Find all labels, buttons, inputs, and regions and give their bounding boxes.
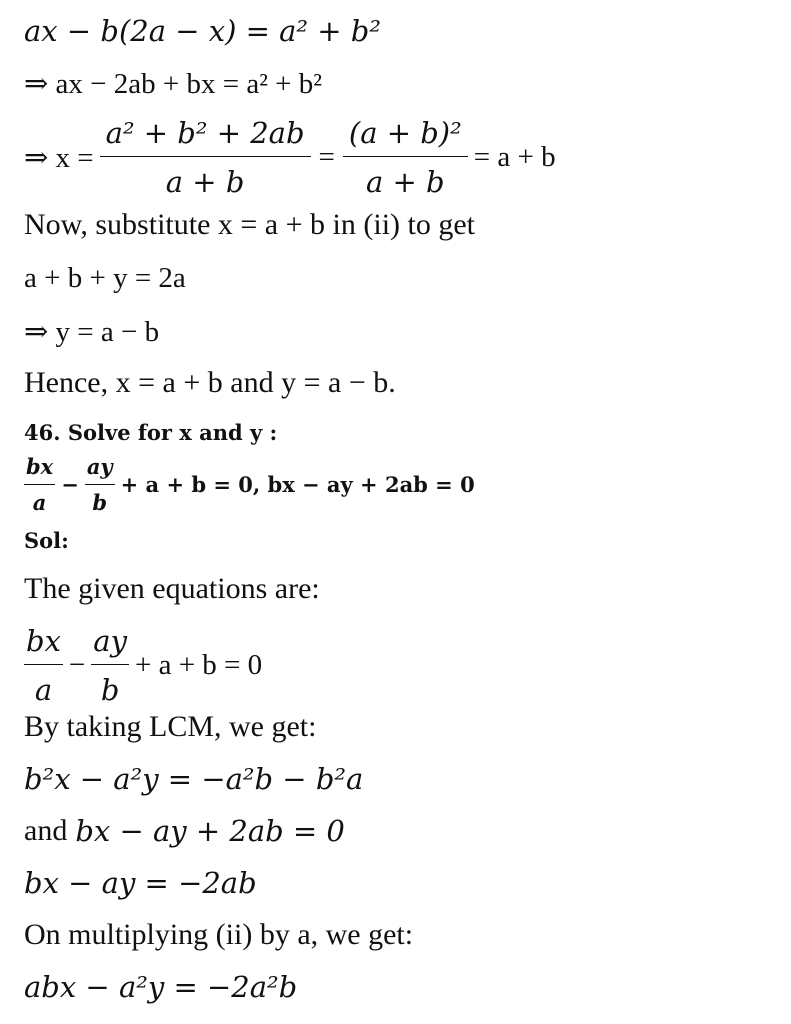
question-heading (24, 420, 277, 445)
paragraph-text: By taking LCM, we get: (24, 710, 317, 743)
equation-suffix: = a + b (473, 141, 556, 174)
equation-text: a + b + y = 2a (24, 262, 186, 294)
equation-prefix: ⇒ x = (24, 142, 94, 175)
question-equation (24, 454, 475, 515)
paragraph-text: The given equations are: (24, 572, 320, 605)
equation-text: ⇒ y = a − b (24, 316, 160, 348)
equation-line (24, 970, 297, 1004)
fraction-numerator: ay (86, 454, 113, 479)
text-line (24, 918, 413, 952)
paragraph-text: On multiplying (ii) by a, we get: (24, 918, 414, 951)
fraction-bar (24, 484, 55, 485)
fraction-denominator: a + b (366, 165, 445, 200)
fraction-numerator: bx (26, 624, 61, 658)
equation-rest: + a + b = 0 (134, 649, 263, 682)
minus-sign: − (61, 472, 79, 498)
fraction-numerator: (a + b)² (348, 116, 462, 150)
text-line (24, 572, 320, 606)
equation-text: bx − ay + 2ab = 0 (75, 814, 345, 848)
text-line (24, 208, 475, 242)
equation-line (24, 262, 186, 295)
text-line (24, 366, 396, 400)
minus-sign: − (68, 649, 86, 682)
fraction-denominator: a (32, 490, 47, 516)
equation-text: abx − a²y = −2a²b (24, 970, 298, 1004)
equation-rest: + a + b = 0, bx − ay + 2ab = 0 (120, 472, 475, 498)
fraction-bar (85, 484, 115, 485)
equation-line (24, 866, 257, 900)
equation-prefix: and (24, 814, 68, 847)
label-text: Sol: (24, 528, 69, 553)
paragraph-text: Hence, x = a + b and y = a − b. (24, 366, 396, 399)
fraction-denominator: a + b (165, 165, 245, 200)
fraction-numerator: a² + b² + 2ab (105, 116, 305, 150)
heading-text: 46. Solve for x and y : (24, 420, 278, 445)
equation-line (24, 624, 262, 707)
fraction-numerator: bx (26, 454, 54, 479)
equation-line-1 (24, 14, 381, 48)
fraction-denominator: b (100, 673, 120, 708)
equals-sign: = (318, 141, 335, 174)
fraction-denominator: b (92, 490, 108, 516)
text-line (24, 710, 316, 744)
equation-text: b²x − a²y = −a²b − b²a (24, 762, 364, 796)
fraction-bar (343, 156, 468, 157)
fraction-bar (100, 156, 311, 157)
fraction-bar (91, 664, 129, 665)
equation-line-3 (24, 116, 556, 199)
fraction (85, 454, 115, 515)
equation-text: ⇒ ax − 2ab + bx = a² + b² (24, 68, 322, 100)
equation-line (24, 814, 345, 848)
equation-text: bx − ay = −2ab (24, 866, 257, 900)
solution-label (24, 528, 69, 553)
fraction-bar (24, 664, 63, 665)
fraction-numerator: ay (93, 624, 127, 658)
equation-line (24, 762, 363, 796)
fraction (91, 624, 129, 707)
paragraph-text: Now, substitute x = a + b in (ii) to get (24, 208, 476, 241)
equation-text: ax − b(2a − x) = a² + b² (24, 14, 381, 48)
fraction (24, 454, 55, 515)
fraction (343, 116, 468, 199)
fraction (100, 116, 311, 199)
equation-line (24, 314, 159, 349)
fraction-denominator: a (34, 673, 53, 708)
equation-line-2 (24, 66, 322, 101)
fraction (24, 624, 63, 707)
